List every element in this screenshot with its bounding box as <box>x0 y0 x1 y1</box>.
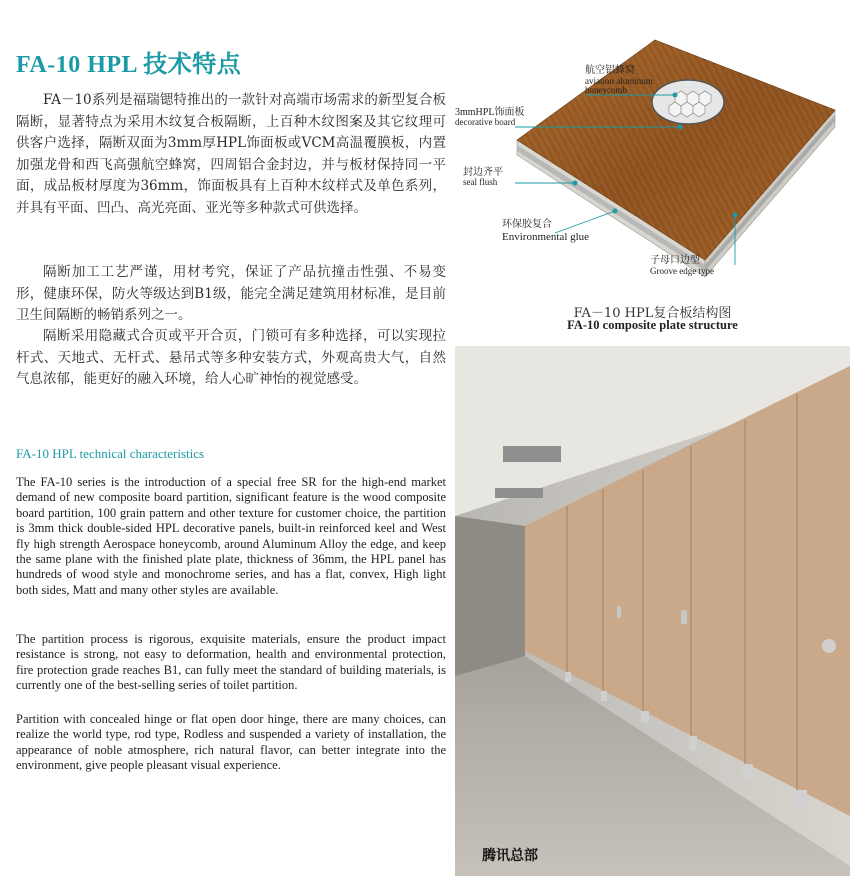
label-seal-en: seal flush <box>463 177 498 187</box>
en-paragraph-1: The FA-10 series is the introduction of a special free SR for the high-end market demand of new composite board partition, significant feature is the wood composite board partition, 100 grain pattern and other texture for customer choice, the partition is 3mm thick double-sided HPL decorative panels, built-in reinforced keel and West fly high strength Aerospace honeycomb, around Aluminum Alloy the edge, and keep the same plane with the finished plate plate, thickness of 36mm, the HPL panel has hundreds of wood style and monochrome series, and has a flat, convex, High light both sides, Matt and many other styles are available. <box>16 475 446 597</box>
label-board-en: decorative board <box>455 117 516 127</box>
cn-paragraph-3: 隔断采用隐藏式合页或平开合页，门锁可有多种选择，可以实现拉杆式、天地式、无杆式、悬吊式等多种安装方式，外观高贵大气，自然气息浓郁，能更好的融入环境，给人心旷神怡的视觉感受。 <box>16 328 446 387</box>
ceiling-vent-2 <box>495 488 543 498</box>
label-honeycomb-en2: honeycomb <box>585 85 627 95</box>
label-board-cn: 3mmHPL饰面板 <box>455 107 525 118</box>
page-title: FA-10 HPL 技术特点 <box>16 52 242 78</box>
ceiling-vent <box>503 446 561 462</box>
label-glue-cn: 环保胶复合 <box>502 219 552 230</box>
diagram-caption-en: FA-10 composite plate structure <box>567 318 738 332</box>
photo-location-label: 腾讯总部 <box>482 848 538 864</box>
cn-paragraph-2: 隔断加工工艺严谨，用材考究，保证了产品抗撞击性强、不易变形，健康环保，防火等级达到B1级，能完全满足建筑用材标准，是目前卫生间隔断的畅销系列之一。 <box>16 264 446 323</box>
label-groove-cn: 子母口边型 <box>650 255 700 266</box>
label-honeycomb-en1: aviation aluminum <box>585 76 653 86</box>
label-glue-en: Environmental glue <box>502 231 590 243</box>
diagram-caption-cn: FA－10 HPL复合板结构图 <box>573 306 732 321</box>
label-honeycomb-cn: 航空铝蜂窝 <box>585 65 635 76</box>
en-paragraph-3: Partition with concealed hinge or flat open door hinge, there are many choices, can realize the world type, rod type, Rodless and suspended a variety of installation, the appearance of noble atmosphere, rich natural flavor, can better integrate into the environment, give people pleasant visual experience. <box>16 712 446 773</box>
label-groove-en: Groove edge type <box>650 266 714 276</box>
label-seal-cn: 封边齐平 <box>463 167 503 178</box>
en-section-title: FA-10 HPL technical characteristics <box>16 446 205 461</box>
en-paragraph-2: The partition process is rigorous, exquisite materials, ensure the product impact resistance is strong, not easy to deformation, health and environmental protection, fire protection grade reaches B1, can fully meet the standard of building materials, is currently one of the best-selling series of toilet partition. <box>16 632 446 693</box>
restroom-partition-photo <box>455 346 850 876</box>
composite-structure-diagram <box>455 15 850 300</box>
cn-paragraph-1: FA－10系列是福瑞锶特推出的一款针对高端市场需求的新型复合板隔断，显著特点为采用木纹复合板隔断，上百种木纹图案及其它纹理可供客户选择，隔断双面为3mm厚HPL饰面板或VCM高温覆膜板，内置加强龙骨和西飞高强航空蜂窝，四周铝合金封边，并与板材保持同一平面，成品板材厚度为36mm，饰面板具有上百种木纹样式及单色系列，并具有平面、凹凸、高光亮面、亚光等多种款式可供选择。 <box>16 92 446 216</box>
